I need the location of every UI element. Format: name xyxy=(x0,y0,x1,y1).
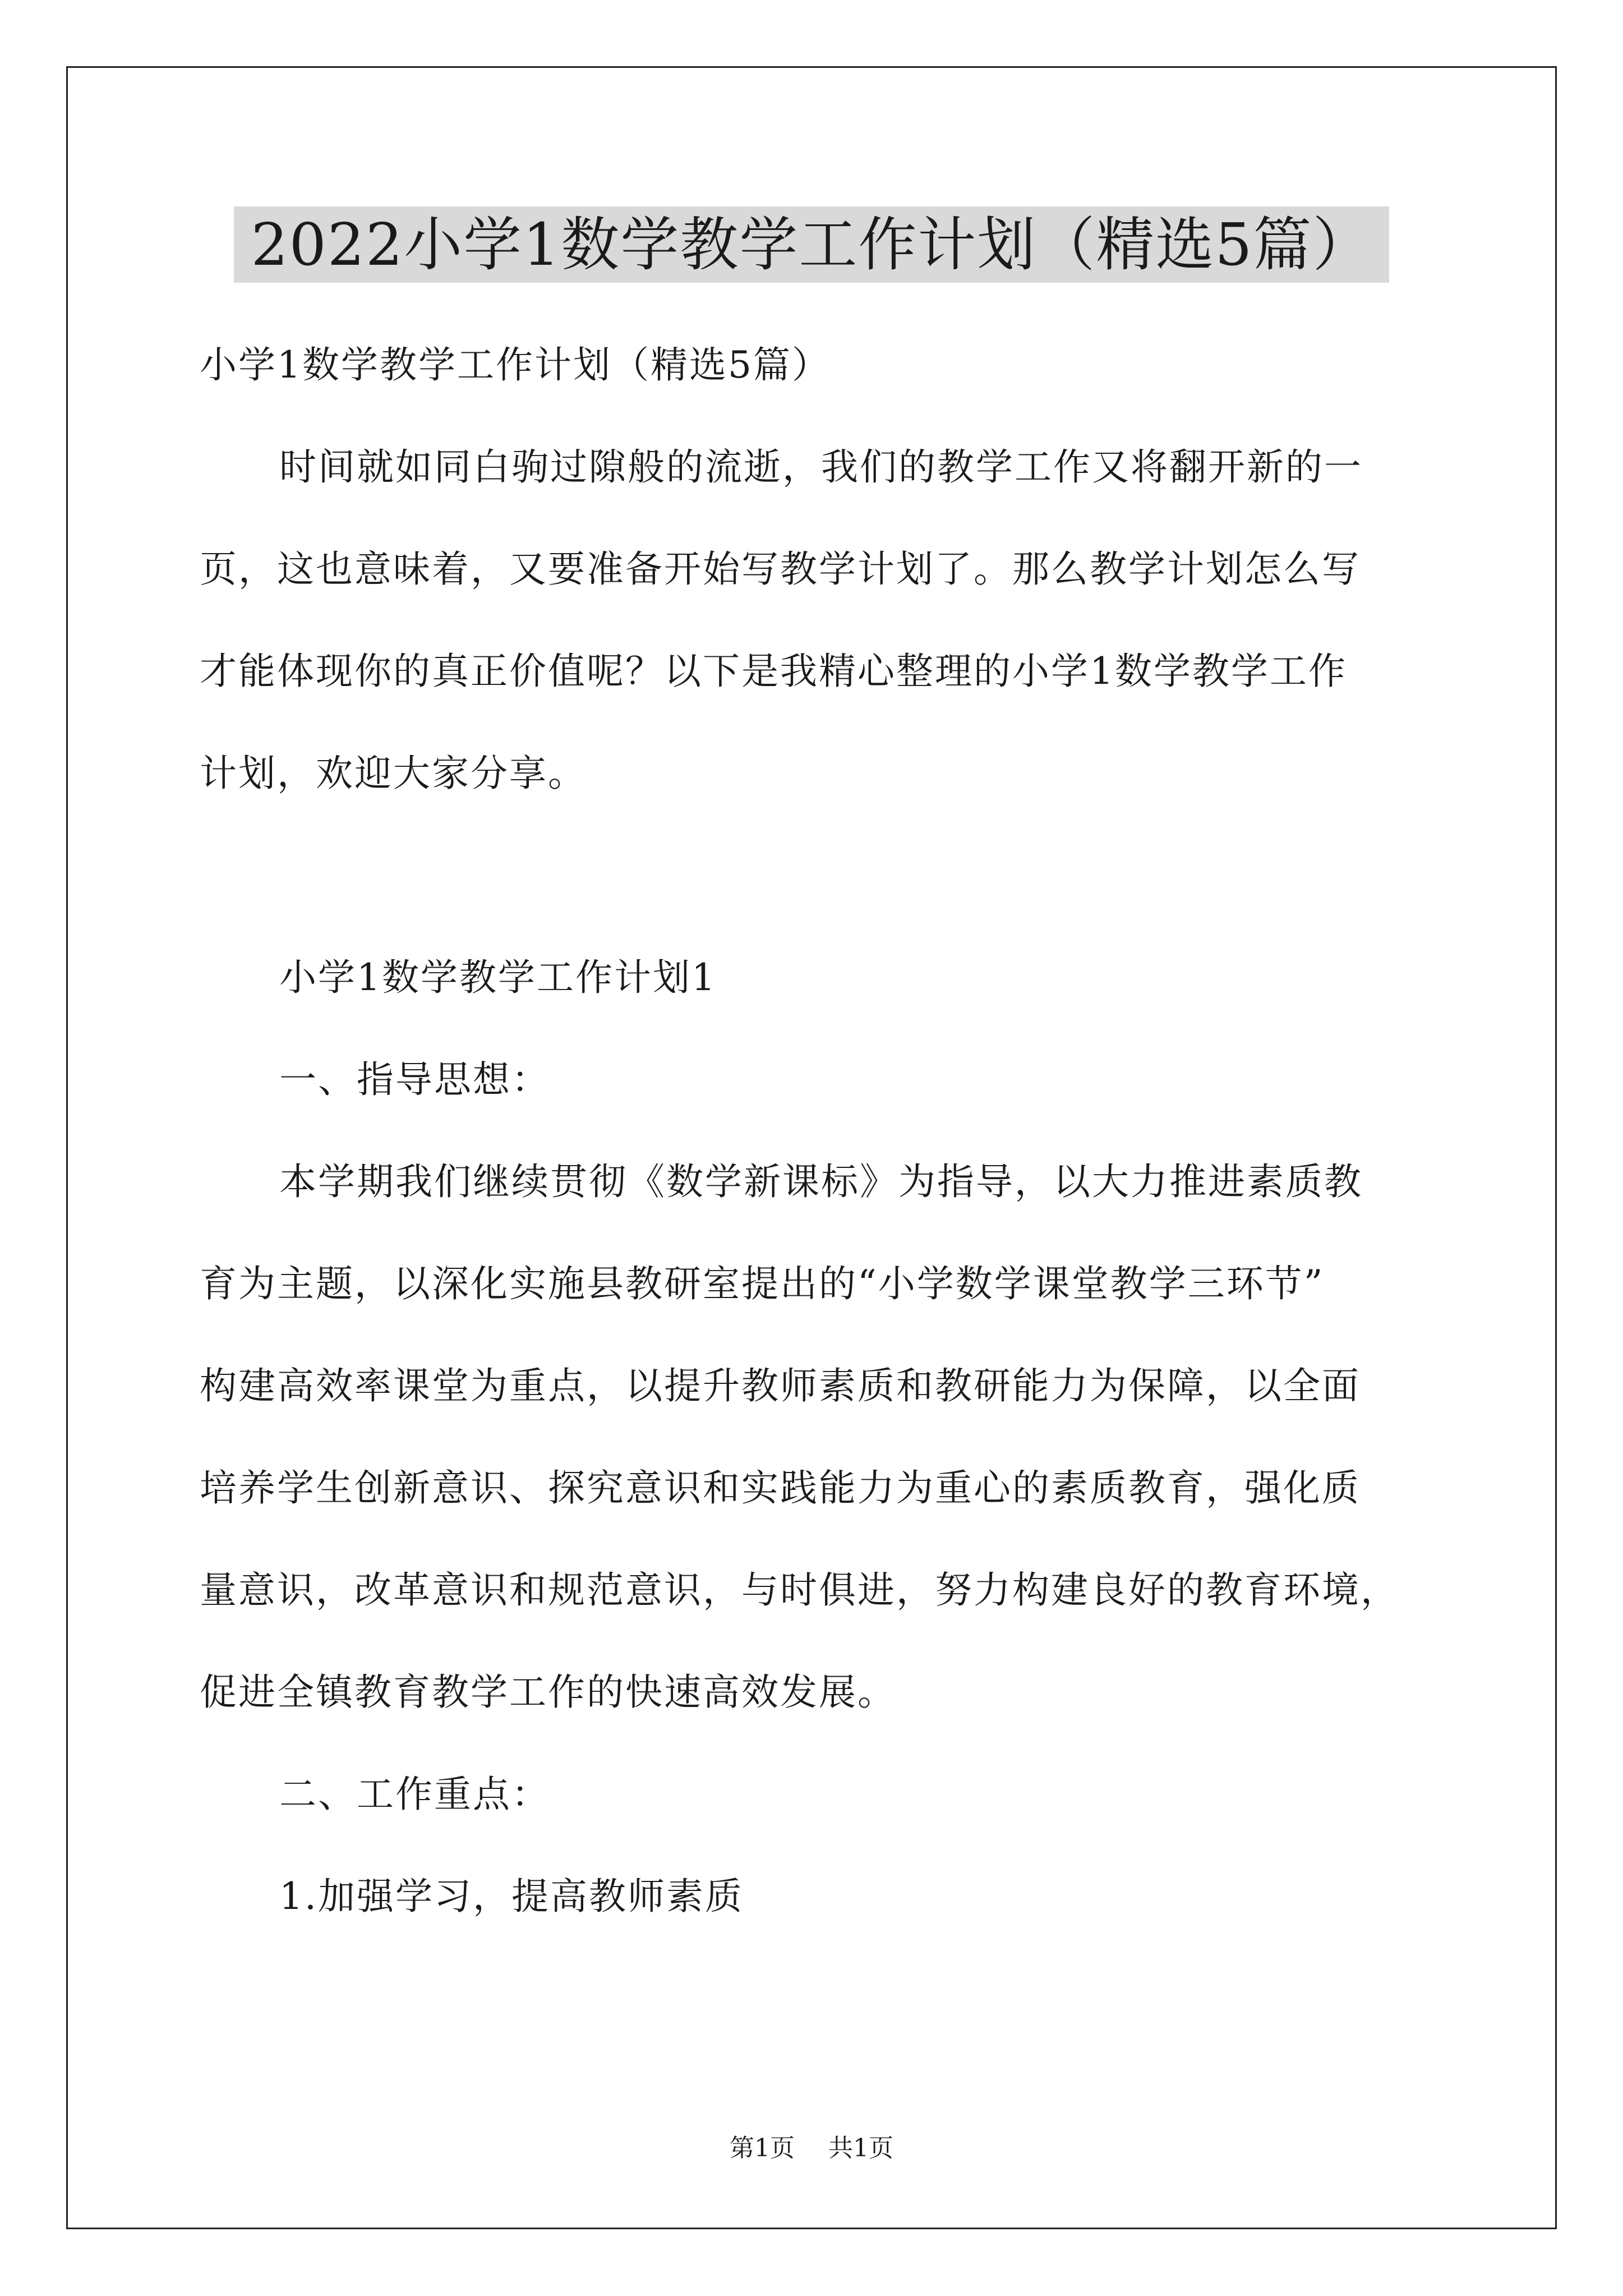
heading-guiding-ideology: 一、指导思想： xyxy=(279,1058,550,1101)
document-title: 2022小学1数学教学工作计划（精选5篇） xyxy=(234,206,1389,283)
body-line-1: 本学期我们继续贯彻《数学新课标》为指导，以大力推进素质教 xyxy=(279,1160,1363,1203)
intro-line-4: 计划，欢迎大家分享。 xyxy=(200,752,587,795)
intro-line-2: 页，这也意味着，又要准备开始写教学计划了。那么教学计划怎么写 xyxy=(200,547,1361,591)
body-line-3: 构建高效率课堂为重点，以提升教师素质和教研能力为保障，以全面 xyxy=(200,1364,1361,1407)
section-heading: 小学1数学教学工作计划1 xyxy=(279,956,717,999)
body-line-5: 量意识，改革意识和规范意识，与时俱进，努力构建良好的教育环境， xyxy=(200,1568,1399,1612)
intro-line-3: 才能体现你的真正价值呢？以下是我精心整理的小学1数学教学工作 xyxy=(200,650,1347,693)
page-number-current: 第1页 xyxy=(730,2134,795,2162)
item-1: 1.加强学习，提高教师素质 xyxy=(279,1875,744,1918)
subtitle-line: 小学1数学教学工作计划（精选5篇） xyxy=(200,343,831,386)
intro-line-1: 时间就如同白驹过隙般的流逝，我们的教学工作又将翻开新的一 xyxy=(279,445,1363,489)
heading-work-focus: 二、工作重点： xyxy=(279,1773,550,1816)
page-number-total: 共1页 xyxy=(828,2134,893,2162)
body-line-6: 促进全镇教育教学工作的快速高效发展。 xyxy=(200,1671,896,1714)
title-container xyxy=(0,206,1623,283)
page-footer xyxy=(0,2132,1623,2165)
blank-line xyxy=(200,825,1456,927)
body-line-4: 培养学生创新意识、探究意识和实践能力为重心的素质教育，强化质 xyxy=(200,1466,1361,1510)
body-line-2: 育为主题，以深化实施县教研室提出的“小学数学课堂教学三环节” xyxy=(200,1262,1325,1305)
document-body xyxy=(200,314,1456,1948)
